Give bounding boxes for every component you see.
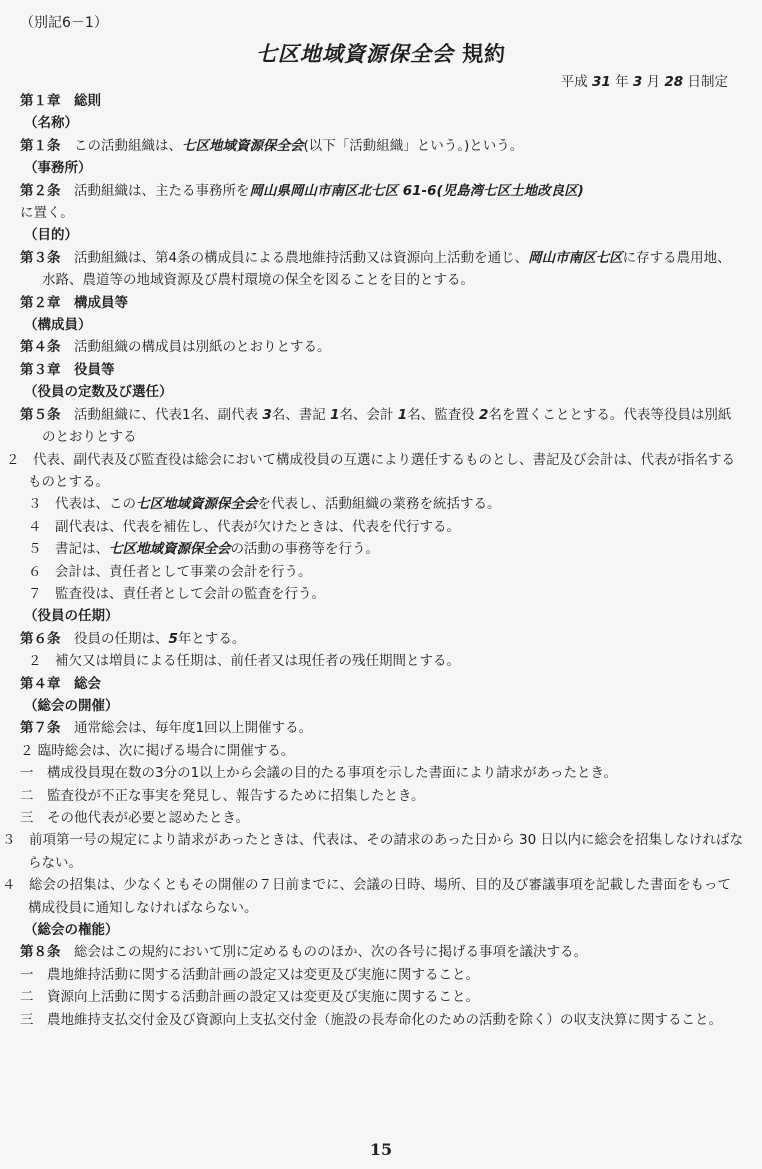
section-purpose-heading: （目的） <box>24 227 78 244</box>
office-address: 岡山県岡山市南区北七区 61-6(児島湾七区土地改良区) <box>249 182 584 199</box>
article-label: 第３条 <box>20 249 61 266</box>
article-6-para-2: ２ 補欠又は増員による任期は、前任者又は現任者の残任期間とする。 <box>28 653 460 670</box>
article-text: 活動組織に、代表1名、副代表 <box>60 406 263 423</box>
enact-month: 3 <box>632 74 643 90</box>
enact-suffix: 日制定 <box>683 74 728 90</box>
article-text: 名、監査役 <box>407 406 479 423</box>
article-8-item-3: 三 農地維持支払交付金及び資源向上支払交付金（施設の長寿命化のための活動を除く）の収支決算に関すること。 <box>20 1011 722 1028</box>
article-4 <box>20 336 744 358</box>
section-term-heading: （役員の任期） <box>24 608 119 625</box>
term-years: 5 <box>168 630 178 647</box>
section-powers-heading: （総会の権能） <box>24 922 119 939</box>
count-accountant: 1 <box>397 406 408 423</box>
article-text: 活動組織は、第4条の構成員による農地維持活動又は資源向上活動を通じ、 <box>60 249 529 266</box>
enact-year: 31 <box>592 74 611 90</box>
article-7-item-3: 三 その他代表が必要と認めたとき。 <box>20 810 249 826</box>
title-organization: 七区地域資源保全会 <box>255 42 454 66</box>
section-name-heading: （名称） <box>24 115 78 132</box>
article-8-item-2: 二 資源向上活動に関する活動計画の設定又は変更及び実施に関すること。 <box>20 989 479 1006</box>
article-2 <box>20 180 744 202</box>
article-3 <box>20 247 744 292</box>
article-7-para-4: ４ 総会の招集は、少なくともその開催の７日前までに、会議の日時、場所、目的及び審議事項を記載した書面をもって構成役員に通知しなければならない。 <box>2 877 731 916</box>
article-5-para-2: ２ 代表、副代表及び監査役は総会において構成役員の互選により選任するものとし、書記及び会計は、代表が指名するものとする。 <box>6 451 735 490</box>
article-text: この活動組織は、 <box>60 137 182 154</box>
target-area: 岡山市南区七区 <box>528 249 623 266</box>
article-5-para-3 <box>20 493 744 515</box>
paragraph-text: ５ 書記は、 <box>28 541 109 558</box>
article-label: 第１条 <box>20 137 61 154</box>
article-text: 総会はこの規約において別に定めるもののほか、次の各号に掲げる事項を議決する。 <box>60 944 587 961</box>
article-text: 年とする。 <box>177 630 246 647</box>
article-label: 第６条 <box>20 630 61 647</box>
enact-year-unit: 年 <box>610 74 633 90</box>
page-number: 15 <box>369 1140 393 1159</box>
chapter-1-heading: 第１章 総則 <box>20 93 101 109</box>
article-7-para-2: ２ 臨時総会は、次に掲げる場合に開催する。 <box>20 742 295 759</box>
chapter-2-heading: 第２章 構成員等 <box>20 294 128 311</box>
article-6 <box>20 628 744 650</box>
article-text: 名、会計 <box>339 406 398 423</box>
article-5-para-7: ７ 監査役は、責任者として会計の監査を行う。 <box>28 585 325 602</box>
enactment-date <box>561 70 728 90</box>
article-7-para-3: ３ 前項第一号の規定により請求があったときは、代表は、その請求のあった日から 30 日以内に総会を招集しなければならない。 <box>2 832 743 871</box>
article-text: (以下「活動組織」という。)という。 <box>303 137 524 154</box>
article-8-item-1: 一 農地維持活動に関する活動計画の設定又は変更及び実施に関すること。 <box>20 966 479 983</box>
article-5-para-6: ６ 会計は、責任者として事業の会計を行う。 <box>28 563 312 580</box>
article-text: 通常総会は、毎年度1回以上開催する。 <box>60 720 313 737</box>
article-text: に存する農用地、水路、農道等の地域資源及び農村環境の保全を図ることを目的とする。 <box>42 249 731 289</box>
organization-name: 七区地域資源保全会 <box>136 496 258 513</box>
chapter-4-heading: 第４章 総会 <box>20 675 101 692</box>
article-7-item-2: 二 監査役が不正な事実を発見し、報告するために招集したとき。 <box>20 787 425 804</box>
article-text: 名を置くこととする。代表等役員は別紙のとおりとする <box>42 406 732 446</box>
article-label: 第２条 <box>20 182 61 199</box>
enact-prefix: 平成 <box>560 74 593 90</box>
article-text: 名、書記 <box>271 406 331 423</box>
article-8 <box>20 941 744 963</box>
article-7-item-1: 一 構成役員現在数の3分の1以上から会議の目的たる事項を示した書面により請求があったとき。 <box>20 765 618 782</box>
section-officers-heading: （役員の定数及び選任） <box>24 384 173 401</box>
article-label: 第８条 <box>20 944 61 961</box>
article-7 <box>20 717 744 739</box>
enact-month-unit: 月 <box>642 74 665 90</box>
paragraph-text: の活動の事務等を行う。 <box>230 541 379 558</box>
title-suffix: 規約 <box>453 42 507 66</box>
document-body <box>2 90 744 1031</box>
article-2-continuation: に置く。 <box>20 205 74 222</box>
section-office-heading: （事務所） <box>24 160 92 177</box>
organization-name: 七区地域資源保全会 <box>182 137 304 154</box>
document-reference: （別記6－1） <box>20 15 108 31</box>
article-label: 第４条 <box>20 339 61 356</box>
document-title <box>0 38 762 68</box>
article-1 <box>20 135 744 157</box>
paragraph-text: を代表し、活動組織の業務を統括する。 <box>257 496 501 513</box>
chapter-3-heading: 第３章 役員等 <box>20 361 115 378</box>
article-5-para-5 <box>20 538 744 560</box>
article-text: 活動組織の構成員は別紙のとおりとする。 <box>60 339 331 356</box>
count-auditor: 2 <box>479 406 489 423</box>
article-label: 第５条 <box>20 406 61 423</box>
section-meeting-heading: （総会の開催） <box>24 697 119 714</box>
article-5 <box>20 404 744 449</box>
organization-name: 七区地域資源保全会 <box>109 541 231 558</box>
article-text: 活動組織は、主たる事務所を <box>60 182 250 199</box>
section-members-heading: （構成員） <box>24 317 92 334</box>
article-text: 役員の任期は、 <box>60 630 169 647</box>
count-vice-representative: 3 <box>262 406 272 423</box>
paragraph-text: ３ 代表は、この <box>28 496 136 513</box>
enact-day: 28 <box>664 74 684 90</box>
article-5-para-4: ４ 副代表は、代表を補佐し、代表が欠けたときは、代表を代行する。 <box>28 518 460 535</box>
count-secretary: 1 <box>330 406 340 423</box>
article-label: 第７条 <box>20 720 61 737</box>
